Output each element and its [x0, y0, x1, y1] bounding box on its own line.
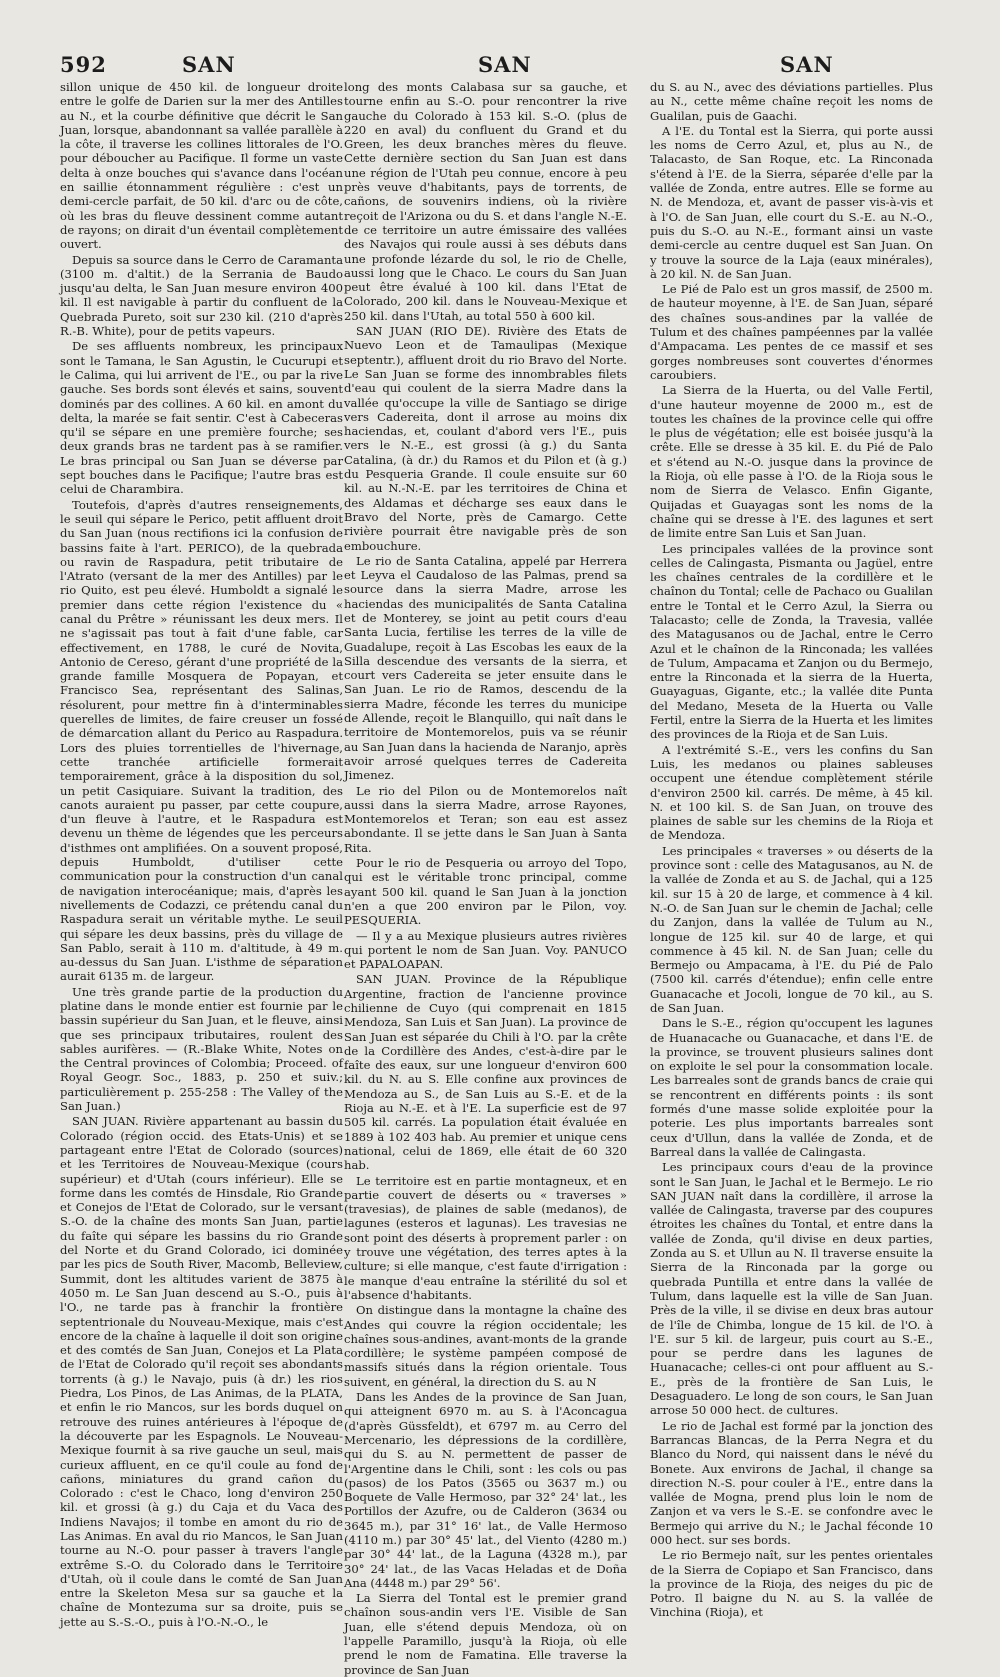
paragraph: La Sierra de la Huerta, ou del Valle Fertil, d'une hauteur moyenne de 2000 m., est de toutes les chaînes de la province celle qui offre le plus de végétation; elle est boisée jusqu'à la crête. Elle se dresse à 35 kil. E. du Pié de Palo et s'étend au N.-O. jusque dans la province de la Rioja, où elle passe à l'O. de la Rioja sous le nom de Sierra de Velasco. Enfin Gigante, Quijadas et Guayagas sont les noms de la chaîne qui se dresse à l'E. des lagunes et sert de limite entre San Luis et San Juan.	[650, 383, 933, 541]
paragraph: Le rio del Pilon ou de Montemorelos naît aussi dans la sierra Madre, arrose Rayones, Montemorelos et Teran; son eau est assez abondante. Il se jette dans le San Juan à Santa Rita.	[344, 783, 627, 855]
paragraph: Les principales vallées de la province sont celles de Calingasta, Pismanta ou Jagüel, entre les chaînes centrales de la cordillère et le chaînon du Tontal; celle de Pachaco ou Gualilan entre le Tontal et le Cerro Azul, la Sierra ou Talacasto; celle de Zonda, la Travesia, vallée des Matagusanos ou de Jachal, entre le Cerro Azul et le chaînon de la Rinconada; les vallées de Tulum, Ampacama et Zanjon ou du Bermejo, entre la Rinconada et la sierra de la Huerta, Guayaguas, Gigante, etc.; la vallée dite Punta del Medano, Meseta de la Huerta ou Valle Fertil, entre la Sierra de la Huerta et les limites des provinces de la Rioja et de San Luis.	[650, 541, 933, 742]
paragraph: Le rio Bermejo naît, sur les pentes orientales de la Sierra de Copiapo et San Francisco, dans la province de la Rioja, des neiges du pic de Potro. Il baigne du N. au S. la vallée de Vinchina (Rioja), et	[650, 1548, 933, 1620]
paragraph: Pour le rio de Pesqueria ou arroyo del Topo, qui est le véritable tronc principal, comme ayant 500 kil. quand le San Juan à la jonction n'en a que 200 environ par le Pilon, voy. PESQUERIA.	[344, 856, 627, 928]
text-column-1	[60, 80, 344, 1629]
paragraph: Une très grande partie de la production du platine dans le monde entier est fournie par le bassin supérieur du San Juan, et le fleuve, ainsi que ses principaux tributaires, roulent des sables aurifères. — (R.-Blake White, Notes on the Central provinces of Colombia; Proceed. of Royal Geogr. Soc., 1883, p. 250 et suiv.; particulièrement p. 255-258 : The Valley of the San Juan.)	[60, 984, 343, 1114]
paragraph: La Sierra del Tontal est le premier grand chaînon sous-andin vers l'E. Visible de San Juan, elle s'étend depuis Mendoza, où on l'appelle Paramillo, jusqu'à la Rioja, où elle prend le nom de Famatina. Elle traverse la province de San Juan	[344, 1591, 627, 1677]
running-head-center: SAN	[478, 52, 532, 77]
paragraph: Le Pié de Palo est un gros massif, de 2500 m. de hauteur moyenne, à l'E. de San Juan, séparé des chaînes sous-andines par la vallée de Tulum et des chaînes pampéennes par la vallée d'Ampacama. Les pentes de ce massif et ses gorges nombreuses sont couvertes d'énormes caroubiers.	[650, 282, 933, 382]
paragraph: De ses affluents nombreux, les principaux sont le Tamana, le San Agustin, le Cucurupi et le Calima, qui lui arrivent de l'E., ou par la rive gauche. Ses bords sont élevés et sains, souvent dominés par des collines. A 60 kil. en amont du delta, la marée se fait sentir. C'est à Cabeceras qu'il se sépare en une première fourche; ses deux grands bras ne tardent pas à se ramifier. Le bras principal ou San Juan se déverse par sept bouches dans le Pacifique; l'autre bras est celui de Charambira.	[60, 339, 343, 497]
paragraph: Toutefois, d'après d'autres renseignements, le seuil qui sépare le Perico, petit affluent droit du San Juan (nous rectifions ici la confusion de bassins faite à l'art. PERICO), de la quebrada ou ravin de Raspadura, petit tributaire de l'Atrato (versant de la mer des Antilles) par le rio Quito, est peu élevé. Humboldt a signalé le premier dans cette région l'existence du « canal du Prêtre » réunissant les deux mers. Il ne s'agissait pas tout à fait d'une fable, car effectivement, en 1788, le curé de Novita, Antonio de Cereso, gérant d'une propriété de la grande famille Mosquera de Popayan, et Francisco Sea, représentant des Salinas, résolurent, pour mettre fin à d'interminables querelles de limites, de faire creuser un fossé de démarcation allant du Perico au Raspadura. Lors des pluies torrentielles de l'hivernage, cette tranchée artificielle formerait temporairement, grâce à la disposition du sol, un petit Casiquiare. Suivant la tradition, des canots auraient pu passer, par cette coupure, d'un fleuve à l'autre, et le Raspadura est devenu un thème de légendes que les perceurs d'isthmes ont amplifiées. On a souvent proposé, depuis Humboldt, d'utiliser cette communication pour la construction d'un canal de navigation interocéanique; mais, d'après les nivellements de Codazzi, ce prétendu canal du Raspadura serait un véritable mythe. Le seuil qui sépare les deux bassins, près du village de San Pablo, serait à 110 m. d'altitude, à 49 m. au-dessus du San Juan. L'isthme de séparation aurait 6135 m. de largeur.	[60, 497, 343, 984]
text-column-2	[344, 80, 627, 1677]
page-number: 592	[60, 52, 107, 77]
paragraph: du S. au N., avec des déviations partielles. Plus au N., cette même chaîne reçoit les noms de Gualilan, puis de Gaachi.	[650, 80, 933, 123]
running-head-right: SAN	[780, 52, 834, 77]
text-column-3	[650, 80, 933, 1620]
paragraph: Les principales « traverses » ou déserts de la province sont : celle des Matagusanos, au N. de la vallée de Zonda et au S. de Jachal, qui a 125 kil. sur 15 à 20 de large, et commence à 4 kil. N.-O. de San Juan sur le chemin de Jachal; celle du Zanjon, dans la vallée de Tulum au N., longue de 125 kil. sur 40 de large, et qui commence à 45 kil. N. de San Juan; celle du Bermejo ou Ampacama, à l'E. du Pié de Palo (7500 kil. carrés d'étendue); enfin celle entre Guanacache et Jocoli, longue de 70 kil., au S. de San Juan.	[650, 843, 933, 1015]
paragraph: Dans le S.-E., région qu'occupent les lagunes de Huanacache ou Guanacache, et dans l'E. de la province, se trouvent plusieurs salines dont on exploite le sel pour la consommation locale. Les barreales sont de grands bancs de craie qui se rencontrent en différents points : ils sont formés d'une masse solide exploitée pour la poterie. Les plus importants barreales sont ceux d'Ullun, dans la vallée de Zonda, et de Barreal dans la vallée de Calingasta.	[650, 1016, 933, 1159]
paragraph: A l'E. du Tontal est la Sierra, qui porte aussi les noms de Cerro Azul, et, plus au N., de Talacasto, de San Roque, etc. La Rinconada s'étend à l'E. de la Sierra, séparée d'elle par la vallée de Zonda, entre autres. Elle se forme au N. de Mendoza, et, avant de passer vis-à-vis et à l'O. de San Juan, elle court du S.-E. au N.-O., puis du S.-O. au N.-E., formant ainsi un vaste demi-cercle au centre duquel est San Juan. On y trouve la source de la Laja (eaux minérales), à 20 kil. N. de San Juan.	[650, 123, 933, 281]
paragraph: Dans les Andes de la province de San Juan, qui atteignent 6970 m. au S. à l'Aconcagua (d'après Güssfeldt), et 6797 m. au Cerro del Mercenario, les dépressions de la cordillère, qui du S. au N. permettent de passer de l'Argentine dans le Chili, sont : les cols ou pas (pasos) de los Patos (3565 ou 3637 m.) ou Boquete de Valle Hermoso, par 32° 24' lat., les Portillos der Azufre, ou de Calderon (3634 ou 3645 m.), par 31° 16' lat., de Valle Hermoso (4110 m.) par 30° 45' lat., del Viento (4280 m.) par 30° 44' lat., de la Laguna (4328 m.), par 30° 24' lat., de las Vacas Heladas et de Doña Ana (4448 m.) par 29° 56'.	[344, 1390, 627, 1590]
running-head-left: SAN	[182, 52, 236, 77]
paragraph: Depuis sa source dans le Cerro de Caramanta (3100 m. d'altit.) de la Serrania de Baudo jusqu'au delta, le San Juan mesure environ 400 kil. Il est navigable à partir du confluent de la Quebrada Pureto, soit sur 230 kil. (210 d'après R.-B. White), pour de petits vapeurs.	[60, 252, 343, 339]
paragraph: On distingue dans la montagne la chaîne des Andes qui couvre la région occidentale; les chaînes sous-andines, avant-monts de la grande cordillère; le système pampéen composé de massifs situés dans la région orientale. Tous suivent, en général, la direction du S. au N	[344, 1303, 627, 1389]
paragraph: Le rio de Jachal est formé par la jonction des Barrancas Blancas, de la Perra Negra et du Blanco du Nord, qui naissent dans le névé du Bonete. Aux environs de Jachal, il change sa direction N.-S. pour couler à l'E., entre dans la vallée de Mogna, prend plus loin le nom de Zanjon et va vers le S.-E. se confondre avec le Bermejo qui arrive du N.; le Jachal féconde 10 000 hect. sur ses bords.	[650, 1418, 933, 1547]
paragraph: long des monts Calabasa sur sa gauche, et tourne enfin au S.-O. pour rencontrer la rive gauche du Colorado à 153 kil. S.-O. (plus de 220 en aval) du confluent du Grand et du Green, les deux branches mères du fleuve. Cette dernière section du San Juan est dans une région de l'Utah peu connue, encore à peu près veuve d'habitants, pays de torrents, de cañons, de souvenirs indiens, où la rivière reçoit de l'Arizona ou du S. et dans l'angle N.-E. de ce territoire un autre émissaire des vallées des Navajos qui roule aussi à ses débuts dans une profonde lézarde du sol, le rio de Chelle, aussi long que le Chaco. Le cours du San Juan peut être évalué à 100 kil. dans l'Etat de Colorado, 200 kil. dans le Nouveau-Mexique et 250 kil. dans l'Utah, au total 550 à 600 kil.	[344, 80, 627, 323]
paragraph: SAN JUAN (RIO DE). Rivière des Etats de Nuevo Leon et de Tamaulipas (Mexique septentr.), affluent droit du rio Bravo del Norte. Le San Juan se forme des innombrables filets d'eau qui coulent de la sierra Madre dans la vallée qu'occupe la ville de Santiago se dirige vers Cadereita, dont il arrose au moins dix haciendas, et, coulant d'abord vers l'E., puis vers le N.-E., est grossi (à g.) du Santa Catalina, (à dr.) du Ramos et du Pilon et (à g.) du Pesqueria Grande. Il coule ensuite sur 60 kil. au N.-N.-E. par les territoires de China et des Aldamas et décharge ses eaux dans le Bravo del Norte, près de Camargo. Cette rivière pourrait être navigable près de son embouchure.	[344, 324, 627, 553]
paragraph: SAN JUAN. Rivière appartenant au bassin du Colorado (région occid. des Etats-Unis) et se partageant entre l'Etat de Colorado (sources) et les Territoires de Nouveau-Mexique (cours supérieur) et d'Utah (cours inférieur). Elle se forme dans les comtés de Hinsdale, Rio Grande et Conejos de l'Etat de Colorado, sur le versant S.-O. de la chaîne des monts San Juan, partie du faîte qui sépare les bassins du rio Grande del Norte et du Grand Colorado, ici dominée par les pics de South River, Macomb, Belleview, Summit, dont les altitudes varient de 3875 à 4050 m. Le San Juan descend au S.-O., puis à l'O., ne tarde pas à franchir la frontière septentrionale du Nouveau-Mexique, mais c'est encore de la chaîne à laquelle il doit son origine et des comtés de San Juan, Conejos et La Plata de l'Etat de Colorado qu'il reçoit ses abondants torrents (à g.) le Navajo, puis (à dr.) les rios Piedra, Los Pinos, de Las Animas, de la PLATA, et enfin le rio Mancos, sur les bords duquel on retrouve des ruines antérieures à l'époque de la découverte par les Espagnols. Le Nouveau-Mexique fournit à sa rive gauche un seul, mais curieux affluent, en ce qu'il coule au fond de cañons, miniatures du grand cañon du Colorado : c'est le Chaco, long d'environ 250 kil. et grossi (à g.) du Caja et du Vaca des Indiens Navajos; il tombe en amont du rio de Las Animas. En aval du rio Mancos, le San Juan tourne au N.-O. pour passer à travers l'angle extrême S.-O. du Colorado dans le Territoire d'Utah, où il coule dans le comté de San Juan entre la Skeleton Mesa sur sa gauche et la chaîne de Montezuma sur sa droite, puis se jette au S.-S.-O., puis à l'O.-N.-O., le	[60, 1114, 344, 1629]
paragraph: A l'extrémité S.-E., vers les confins du San Luis, les medanos ou plaines sableuses occupent une étendue complètement stérile d'environ 2500 kil. carrés. De même, à 45 kil. N. et 100 kil. S. de San Juan, on trouve des plaines de sable sur les chemins de la Rioja et de Mendoza.	[650, 742, 933, 843]
paragraph: Le territoire est en partie montagneux, et en partie couvert de déserts ou « traverses » (travesias), de plaines de sable (medanos), de lagunes (esteros et lagunas). Les travesias ne sont point des déserts à proprement parler : on y trouve une végétation, des terres aptes à la culture; si elle manque, c'est faute d'irrigation : le manque d'eau entraîne la stérilité du sol et l'absence d'habitants.	[344, 1173, 627, 1302]
paragraph: Les principaux cours d'eau de la province sont le San Juan, le Jachal et le Bermejo. Le rio SAN JUAN naît dans la cordillère, il arrose la vallée de Calingasta, traverse par des coupures étroites les chaînes du Tontal, et entre dans la vallée de Zonda, qu'il divise en deux parties, Zonda au S. et Ullun au N. Il traverse ensuite la Sierra de la Rinconada par la gorge ou quebrada Puntilla et entre dans la vallée de Tulum, dans laquelle est la ville de San Juan. Près de la ville, il se divise en deux bras autour de l'île de Chimba, longue de 15 kil. de l'O. à l'E. sur 5 kil. de largeur, puis court au S.-E., pour se perdre dans les lagunes de Huanacache; celles-ci ont pour affluent au S.-E., près de la frontière de San Luis, le Desaguadero. Le long de son cours, le San Juan arrose 50 000 hect. de cultures.	[650, 1160, 933, 1418]
paragraph: SAN JUAN. Province de la République Argentine, fraction de l'ancienne province chilienne de Cuyo (qui comprenait en 1815 Mendoza, San Luis et San Juan). La province de San Juan est séparée du Chili à l'O. par la crête de la Cordillère des Andes, c'est-à-dire par le faîte des eaux, sur une longueur d'environ 600 kil. du N. au S. Elle confine aux provinces de Mendoza au S., de San Luis au S.-E. et de la Rioja au N.-E. et à l'E. La superficie est de 97 505 kil. carrés. La population était évaluée en 1889 à 102 403 hab. Au premier et unique cens national, celui de 1869, elle était de 60 320 hab.	[344, 972, 627, 1173]
paragraph: sillon unique de 450 kil. de longueur droite entre le golfe de Darien sur la mer des Antilles au N., et la courbe définitive que décrit le San Juan, lorsque, abandonnant sa vallée parallèle à la côte, il traverse les collines littorales de l'O. pour déboucher au Pacifique. Il forme un vaste delta à onze bouches qui s'avance dans l'océan en saillie étonnamment régulière : c'est un demi-cercle parfait, de 50 kil. d'arc ou de côte, où les bras du fleuve dessinent comme autant de rayons; on dirait d'un éventail complètement ouvert.	[60, 80, 343, 252]
paragraph: — Il y a au Mexique plusieurs autres rivières qui portent le nom de San Juan. Voy. PANUCO et PAPALOAPAN.	[344, 928, 627, 972]
paragraph: Le rio de Santa Catalina, appelé par Herrera et Leyva el Caudaloso de las Palmas, prend sa source dans la sierra Madre, arrose les haciendas des municipalités de Santa Catalina et de Monterey, se joint au petit cours d'eau Santa Lucia, fertilise les terres de la ville de Guadalupe, reçoit à Las Escobas les eaux de la Silla descendue des versants de la sierra, et court vers Cadereita se jeter ensuite dans le San Juan. Le rio de Ramos, descendu de la sierra Madre, féconde les terres du municipe de Allende, reçoit le Blanquillo, qui naît dans le territoire de Montemorelos, puis va se réunir au San Juan dans la hacienda de Naranjo, après avoir arrosé quelques terres de Cadereita Jimenez.	[344, 553, 627, 783]
